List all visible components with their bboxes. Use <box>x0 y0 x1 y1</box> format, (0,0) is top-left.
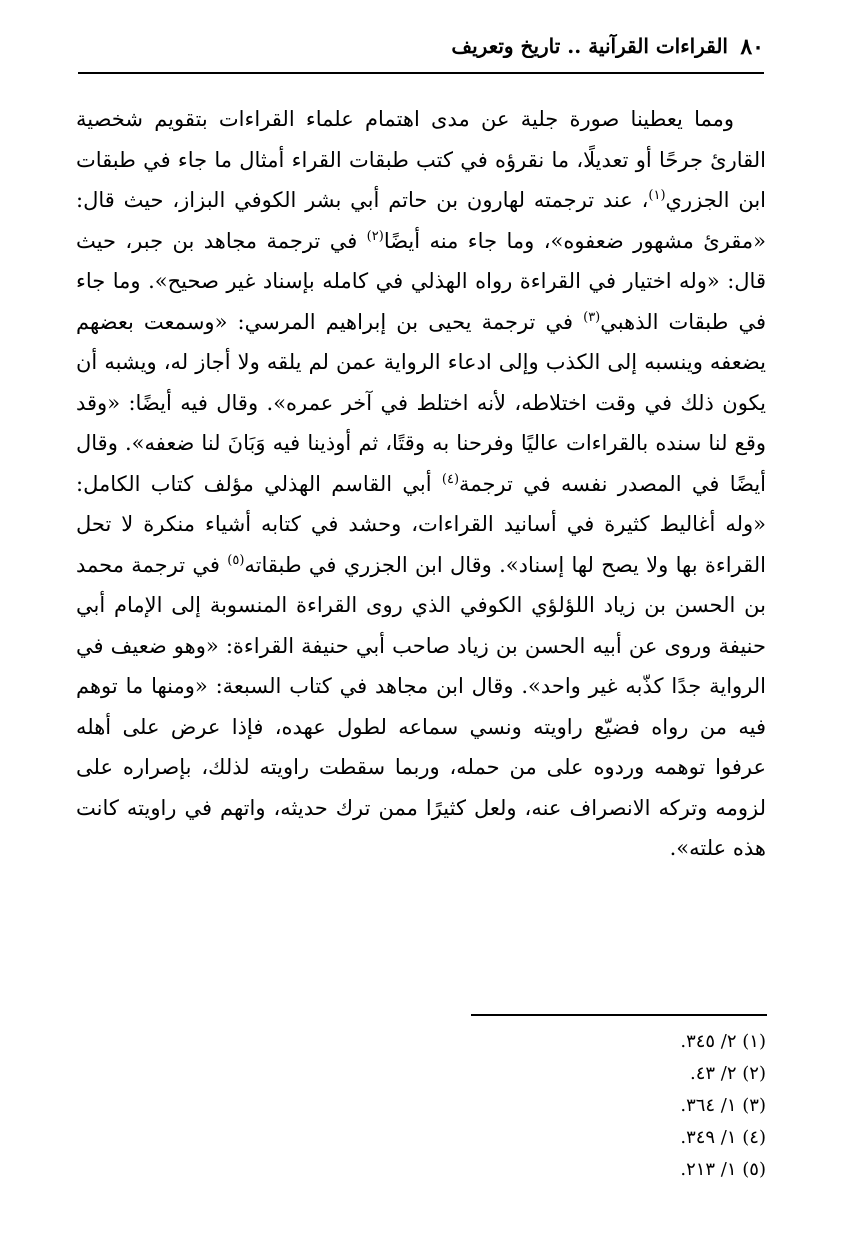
text-segment: في ترجمة يحيى بن إبراهيم المرسي: «وسمعت بعضهم يضعفه وينسبه إلى الكذب وإلى ادعاء الرواية عمن لم يلقه ولا أجاز له، ويشبه أن يكون ذلك في وقت اختلاطه، لأنه اختلط في آخر عمره». وقال فيه أيضًا: «وقد وقع لنا سنده بالقراءات عاليًا وفرحنا به وقتًا، ثم أوذينا فيه وَبَانَ لنا ضعفه». وقال أيضًا في المصدر نفسه في ترجمة <box>76 309 766 496</box>
text-segment: في ترجمة محمد بن الحسن بن زياد اللؤلؤي الكوفي الذي روى القراءة المنسوبة إلى الإمام أبي حنيفة وروى عن أبيه الحسن بن زياد صاحب أبي حنيفة القراءة: «وهو ضعيف في الرواية جدًا كذّبه غير واحد». وقال ابن مجاهد في كتاب السبعة: «ومنها ما توهم فيه من رواه فضيّع راويته ونسي سماعه لطول عهده، فإذا عرض على أهله عرفوا توهمه وردوه على من حمله، وربما سقطت راويته لذلك، بإصراره على لزومه وتركه الانصراف عنه، ولعل كثيرًا ممن ترك حديثه، واتهم في راويته كانت هذه علته». <box>76 552 766 860</box>
footnote-ref[interactable]: (٣) <box>583 309 601 325</box>
footnote-item: (٥) ١/ ٢١٣. <box>680 1159 766 1180</box>
main-text <box>76 99 766 869</box>
text-segment: في ترجمة مجاهد بن جبر، حيث قال: «وله اختيار في القراءة رواه الهذلي في كامله بإسناد غير صحيح». وما جاء في طبقات الذهبي <box>76 228 766 334</box>
footnote-ref[interactable]: (١) <box>648 188 666 203</box>
footnote-ref[interactable]: (٢) <box>366 228 384 244</box>
footnotes-list <box>560 1026 766 1186</box>
footnote-item: (١) ٢/ ٣٤٥. <box>680 1031 766 1052</box>
text-segment: ، عند ترجمته لهارون بن حاتم أبي بشر الكوفي البزاز، حيث قال: «مقرئ مشهور ضعفوه»، وما جاء منه أيضًا <box>76 188 766 253</box>
page-number: ٨٠ <box>740 34 764 60</box>
body-paragraph <box>76 99 766 869</box>
footnote-divider <box>471 1014 767 1016</box>
footnote-item: (٤) ١/ ٣٤٩. <box>680 1127 766 1148</box>
text-segment: ومما يعطينا صورة جلية عن مدى اهتمام علماء القراءات بتقويم شخصية القارئ جرحًا أو تعديلًا، ما نقرؤه في كتب طبقات القراء أمثال ما جاء في طبقات ابن الجزري <box>76 107 766 212</box>
footnote-ref[interactable]: (٥) <box>227 552 245 568</box>
footnote-item: (٢) ٢/ ٤٣. <box>690 1063 766 1084</box>
running-title: القراءات القرآنية .. تاريخ وتعريف <box>451 34 728 58</box>
text-segment: أبي القاسم الهذلي مؤلف كتاب الكامل: «وله أغاليط كثيرة في أسانيد القراءات، وحشد في كتابه أشياء منكرة لا تحل القراءة بها ولا يصح لها إسناد». وقال ابن الجزري في طبقاته <box>76 471 767 577</box>
footnote-item: (٣) ١/ ٣٦٤. <box>680 1095 766 1116</box>
footnote-ref[interactable]: (٤) <box>441 471 460 487</box>
page-header <box>78 30 764 74</box>
